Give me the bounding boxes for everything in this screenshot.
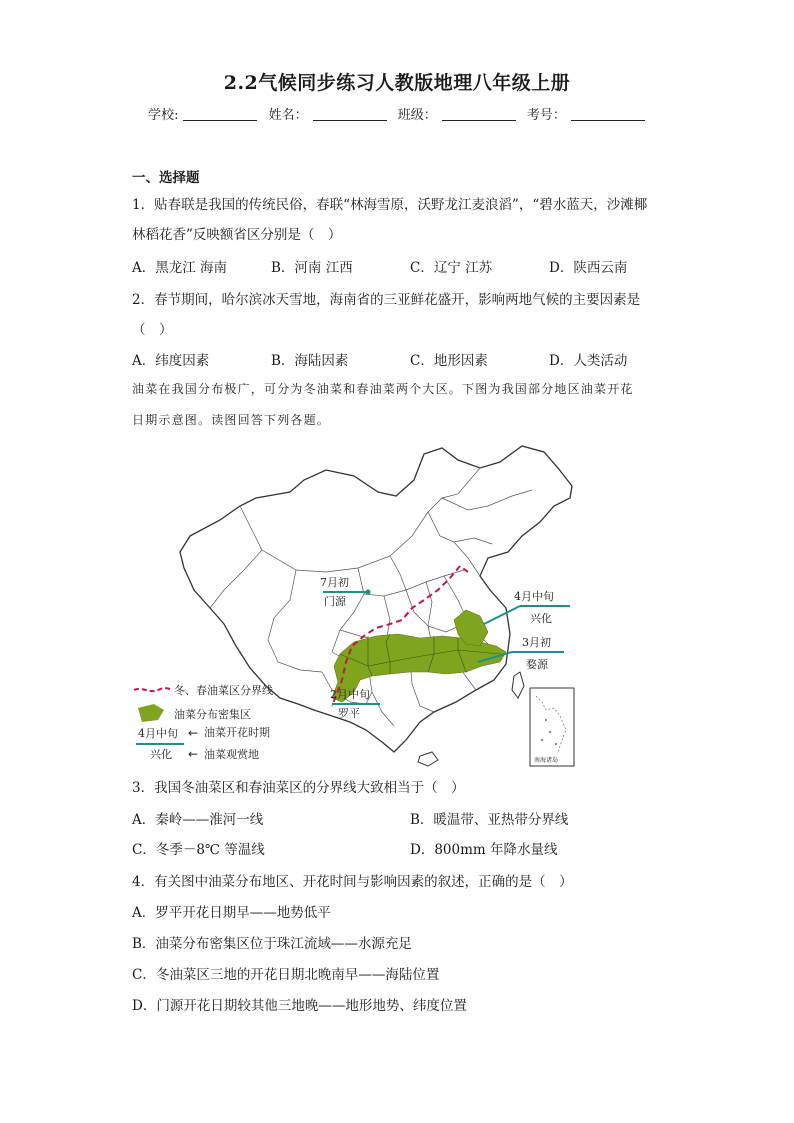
q2-stem-line2: （ ） <box>132 322 173 338</box>
legend-dense-label: 油菜分布密集区 <box>174 708 251 721</box>
taiwan-island <box>512 672 524 698</box>
xinghua-name-label: 兴化 <box>530 612 552 625</box>
q4-option-b[interactable]: B．油菜分布密集区位于珠江流域——水源充足 <box>132 936 412 952</box>
wuyuan-date-label: 3月初 <box>522 636 551 649</box>
section-title: 一、选择题 <box>132 170 200 186</box>
q1-stem-line2: 林稻花香”反映额省区分别是（ ） <box>132 227 342 243</box>
menyuan-marker <box>366 590 371 595</box>
q2-stem-line1: 2．春节期间，哈尔滨冰天雪地，海南省的三亚鲜花盛开，影响两地气候的主要因素是 <box>132 292 641 308</box>
south-sea-inset <box>530 688 574 766</box>
q1-stem-line1: 1．贴春联是我国的传统民俗，春联“林海雪原，沃野龙江麦浪滔”，“碧水蓝天，沙滩椰 <box>132 197 648 213</box>
q1-option-d[interactable]: D．陕西云南 <box>549 260 628 276</box>
q4-stem: 4．有关图中油菜分布地区、开花时间与影响因素的叙述，正确的是（ ） <box>132 874 573 890</box>
legend-viewing-label: 油菜观赏地 <box>204 748 259 761</box>
q2-option-d[interactable]: D．人类活动 <box>549 353 628 369</box>
school-label: 学校: <box>148 108 179 123</box>
map-legend <box>134 683 273 761</box>
legend-boundary-swatch <box>134 688 172 691</box>
q1-option-c[interactable]: C．辽宁 江苏 <box>410 260 493 276</box>
exam-number-blank[interactable] <box>571 107 645 121</box>
passage-line1: 油菜在我国分布极广，可分为冬油菜和春油菜两个大区。下图为我国部分地区油菜开花 <box>132 382 634 396</box>
menyuan-date-label: 7月初 <box>320 576 349 589</box>
page-title: 2.2气候同步练习人教版地理八年级上册 <box>223 72 571 94</box>
school-blank[interactable] <box>183 107 257 121</box>
rapeseed-flowering-map <box>128 440 588 770</box>
passage-line2: 日期示意图。读图回答下列各题。 <box>132 413 331 427</box>
menyuan-name-label: 门源 <box>324 595 346 608</box>
south-sea-label: 南海诸岛 <box>534 757 559 764</box>
name-label: 姓名： <box>268 108 308 123</box>
q3-option-d[interactable]: D．800mm 年降水量线 <box>410 842 558 858</box>
legend-example-place: 兴化 <box>150 748 172 761</box>
q4-option-c[interactable]: C．冬油菜区三地的开花日期北晚南早——海陆位置 <box>132 967 440 983</box>
luoping-date-label: 2月中旬 <box>330 688 370 701</box>
student-info-row <box>0 104 794 123</box>
q2-option-b[interactable]: B．海陆因素 <box>271 353 349 369</box>
left-arrow-icon: ← <box>188 747 199 761</box>
q3-stem: 3．我国冬油菜区和春油菜区的分界线大致相当于（ ） <box>132 780 465 796</box>
class-label: 班级： <box>397 108 437 123</box>
q2-option-a[interactable]: A．纬度因素 <box>132 353 210 369</box>
legend-example-date: 4月中旬 <box>138 727 178 740</box>
name-blank[interactable] <box>313 107 387 121</box>
q3-option-b[interactable]: B．暖温带、亚热带分界线 <box>410 812 569 828</box>
exam-number-label: 考号： <box>526 108 566 123</box>
xinghua-date-label: 4月中旬 <box>514 590 554 603</box>
q3-option-a[interactable]: A．秦岭——淮河一线 <box>132 812 264 828</box>
legend-boundary-label: 冬、春油菜区分界线 <box>174 684 273 697</box>
q1-option-b[interactable]: B．河南 江西 <box>271 260 353 276</box>
q2-option-c[interactable]: C．地形因素 <box>410 353 488 369</box>
legend-dense-swatch <box>138 704 164 722</box>
q4-option-a[interactable]: A．罗平开花日期早——地势低平 <box>132 905 331 921</box>
q3-option-c[interactable]: C．冬季－8℃ 等温线 <box>132 842 265 858</box>
class-blank[interactable] <box>442 107 516 121</box>
q4-option-d[interactable]: D．门源开花日期较其他三地晚——地形地势、纬度位置 <box>132 998 467 1014</box>
hainan-island <box>418 752 438 766</box>
q1-option-a[interactable]: A．黑龙江 海南 <box>132 260 228 276</box>
wuyuan-name-label: 婺源 <box>526 658 548 671</box>
legend-flower-time-label: 油菜开花时期 <box>204 726 270 739</box>
left-arrow-icon: ← <box>188 726 199 740</box>
luoping-name-label: 罗平 <box>338 707 360 720</box>
